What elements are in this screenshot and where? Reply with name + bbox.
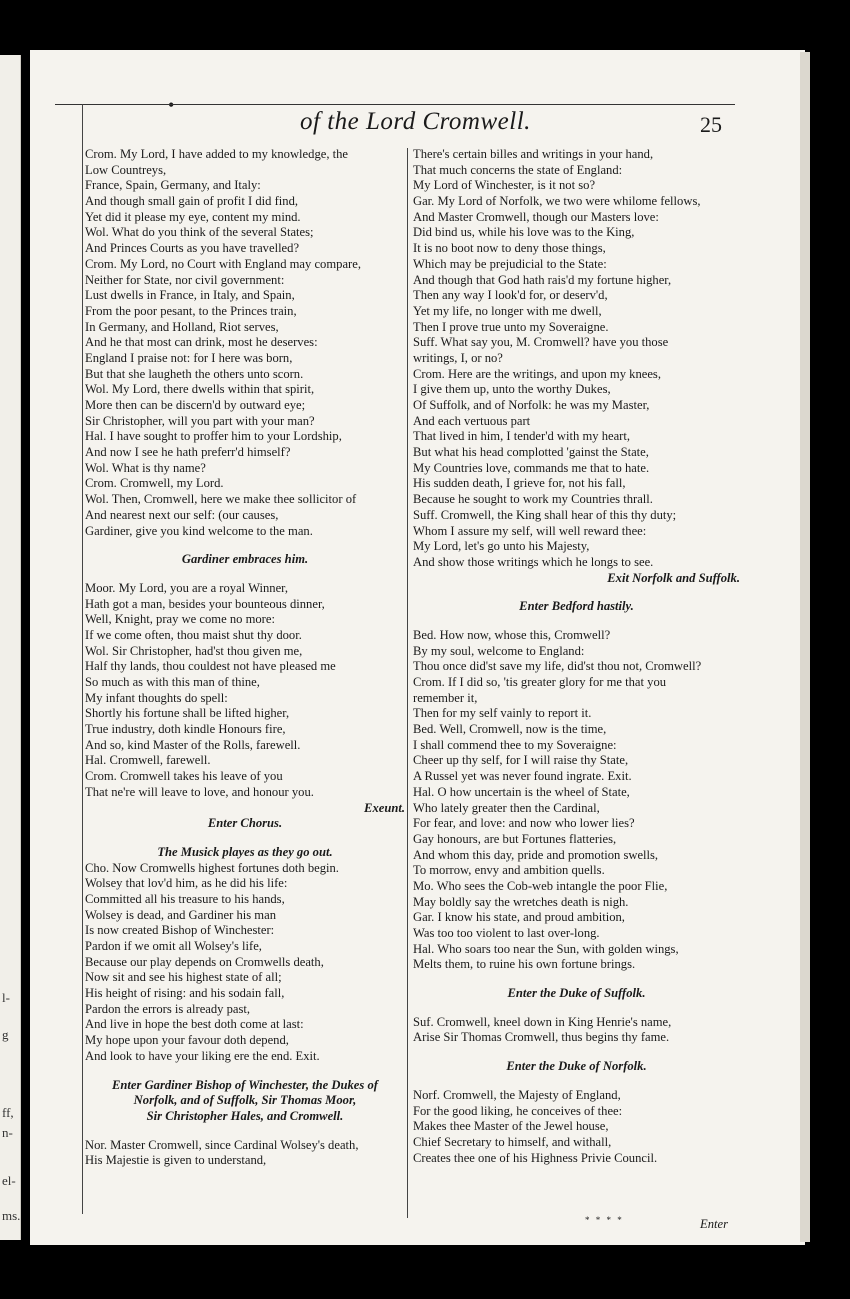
text-line: Wol. Then, Cromwell, here we make thee sollicitor of <box>85 492 357 507</box>
text-line: Did bind us, while his love was to the King, <box>413 225 635 240</box>
text-line: Pardon the errors is already past, <box>85 1001 251 1016</box>
margin-fragment: l- <box>2 990 10 1005</box>
text-line: But that she laugheth the others unto scorn. <box>85 366 304 381</box>
signature-mark: * * * * <box>585 1215 624 1225</box>
text-line: So much as with this man of thine, <box>85 675 260 689</box>
text-line: And Master Cromwell, though our Masters love: <box>413 209 659 224</box>
text-line: There's certain billes and writings in your hand, <box>413 147 654 161</box>
line-gap <box>85 1125 405 1138</box>
text-line: Crom. Cromwell, my Lord. <box>85 476 224 491</box>
text-line: Arise Sir Thomas Cromwell, thus begins thy fame. <box>413 1030 670 1045</box>
left-text-column <box>85 147 405 1169</box>
text-line: Exit Norfolk and Suffolk. <box>607 570 740 585</box>
text-line: From the poor pesant, to the Princes train, <box>85 303 297 318</box>
text-line: Makes thee Master of the Jewel house, <box>413 1119 609 1134</box>
text-line: To morrow, envy and ambition quells. <box>413 863 605 878</box>
text-line: And whom this day, pride and promotion swells, <box>413 847 659 862</box>
text-line: Sir Christopher, will you part with your man? <box>85 413 315 428</box>
line-gap <box>413 1002 740 1015</box>
text-line: Bed. Well, Cromwell, now is the time, <box>413 722 607 737</box>
page-number: 25 <box>700 112 722 137</box>
text-line: May boldly say the wretches death is nigh. <box>413 894 629 909</box>
text-line: Gardiner embraces him. <box>181 552 309 567</box>
text-line: Was too too violent to last over-long. <box>413 926 600 940</box>
text-line: Is now created Bishop of Winchester: <box>85 923 275 938</box>
text-line: It is no boot now to deny those things, <box>413 241 606 256</box>
text-line: Now sit and see his highest state of all; <box>85 970 282 985</box>
text-line: Crom. Here are the writings, and upon my knees, <box>413 366 661 381</box>
left-border-rule <box>82 104 83 1214</box>
text-line: Chief Secretary to himself, and withall, <box>413 1134 612 1149</box>
text-line: If we come often, thou maist shut thy door. <box>85 627 302 642</box>
text-line: Cho. Now Cromwells highest fortunes doth begin. <box>85 860 339 875</box>
margin-fragment: ms. <box>2 1208 21 1223</box>
text-line: Then I prove true unto my Soveraigne. <box>413 319 609 334</box>
text-line: And he that most can drink, most he deserves: <box>85 335 318 350</box>
line-gap <box>413 586 740 599</box>
text-line: Neither for State, nor civil government: <box>85 272 285 287</box>
text-line: Whom I assure my self, will well reward thee: <box>413 523 647 538</box>
text-line: Crom. My Lord, I have added to my knowledge, the <box>85 147 349 161</box>
text-line: And so, kind Master of the Rolls, farewell. <box>85 737 301 752</box>
text-line: Half thy lands, thou couldest not have pleased me <box>85 659 336 674</box>
text-line: That ne're will leave to love, and honour you. <box>85 784 314 799</box>
text-line: And live in hope the best doth come at last: <box>85 1017 304 1032</box>
text-line: Thou once did'st save my life, did'st thou not, Cromwell? <box>413 659 702 674</box>
text-line: Yet did it please my eye, content my mind. <box>85 209 301 224</box>
margin-fragment: ff, <box>2 1105 14 1120</box>
line-gap <box>85 1065 405 1078</box>
text-line: Enter Bedford hastily. <box>519 599 634 614</box>
adjacent-page-edge <box>0 55 21 1240</box>
text-line: Norfolk, and of Suffolk, Sir Thomas Moor, <box>133 1093 357 1108</box>
text-line: France, Spain, Germany, and Italy: <box>85 178 261 193</box>
text-line: Wol. What do you think of the several States; <box>85 225 314 240</box>
text-line: remember it, <box>413 690 478 705</box>
text-line: Yet my life, no longer with me dwell, <box>413 303 602 318</box>
text-line: Gar. My Lord of Norfolk, we two were whilome fellows, <box>413 194 701 209</box>
text-line: Moor. My Lord, you are a royal Winner, <box>85 580 289 595</box>
text-line: Enter Gardiner Bishop of Winchester, the Dukes of <box>112 1077 378 1092</box>
text-line: Cheer up thy self, for I will raise thy State, <box>413 753 629 768</box>
text-line: And though small gain of profit I did find, <box>85 194 299 209</box>
text-line: Wolsey that lov'd him, as he did his life: <box>85 876 288 891</box>
text-line: Low Countreys, <box>85 162 167 177</box>
line-gap <box>413 973 740 986</box>
text-line: Because our play depends on Cromwells death, <box>85 954 324 969</box>
text-line: By my soul, welcome to England: <box>413 643 585 658</box>
text-line: And each vertuous part <box>413 413 531 428</box>
text-line: Lust dwells in France, in Italy, and Spain, <box>85 288 295 303</box>
text-line: Exeunt. <box>364 800 405 815</box>
text-line: Hal. O how uncertain is the wheel of State, <box>413 784 630 799</box>
text-line: Bed. How now, whose this, Cromwell? <box>413 627 611 642</box>
line-gap <box>85 539 405 552</box>
text-line: Wol. Sir Christopher, had'st thou given me, <box>85 643 303 658</box>
line-gap <box>413 615 740 628</box>
text-line: Pardon if we omit all Wolsey's life, <box>85 939 262 953</box>
margin-fragment: n- <box>2 1125 13 1140</box>
margin-fragment: el- <box>2 1173 16 1188</box>
text-line: Nor. Master Cromwell, since Cardinal Wolsey's death, <box>85 1137 359 1152</box>
text-line: writings, I, or no? <box>413 350 503 365</box>
text-line: And show those writings which he longs to see. <box>413 554 654 569</box>
text-line: His height of rising: and his sodain fall, <box>85 986 285 1001</box>
right-text-column <box>413 147 740 1166</box>
ornament-mark: • <box>168 95 175 115</box>
text-line: Which may be prejudicial to the State: <box>413 256 607 271</box>
text-line: England I praise not: for I here was born, <box>85 350 293 365</box>
text-line: Sir Christopher Hales, and Cromwell. <box>146 1108 344 1123</box>
text-line: Crom. If I did so, 'tis greater glory for me that you <box>413 675 667 689</box>
text-line: Crom. My Lord, no Court with England may compare, <box>85 256 361 271</box>
column-divider <box>407 148 408 1218</box>
margin-fragment: g <box>2 1027 9 1042</box>
text-line: Shortly his fortune shall be lifted higher, <box>85 706 290 721</box>
text-line: I give them up, unto the worthy Dukes, <box>413 382 611 397</box>
line-gap <box>413 1046 740 1059</box>
text-line: Gar. I know his state, and proud ambition, <box>413 910 625 925</box>
text-line: Mo. Who sees the Cob-web intangle the poor Flie, <box>413 878 668 893</box>
text-line: Creates thee one of his Highness Privie Council. <box>413 1150 658 1165</box>
text-line: Committed all his treasure to his hands, <box>85 891 285 906</box>
text-line: Wolsey is dead, and Gardiner his man <box>85 907 276 922</box>
text-line: Suff. What say you, M. Cromwell? have you those <box>413 335 669 350</box>
text-line: Enter the Duke of Norfolk. <box>506 1059 647 1074</box>
text-line: That much concerns the state of England: <box>413 162 623 177</box>
text-line: More then can be discern'd by outward eye; <box>85 398 306 412</box>
text-line: Suff. Cromwell, the King shall hear of this thy duty; <box>413 507 677 522</box>
text-line: Hath got a man, besides your bounteous dinner, <box>85 596 325 611</box>
text-line: Then any way I look'd for, or deserv'd, <box>413 288 608 303</box>
text-line: In Germany, and Holland, Riot serves, <box>85 319 279 334</box>
text-line: Enter the Duke of Suffolk. <box>507 986 646 1001</box>
header-rule <box>55 104 735 105</box>
text-line: And though that God hath rais'd my fortune higher, <box>413 272 672 287</box>
line-gap <box>85 568 405 581</box>
text-line: Then for my self vainly to report it. <box>413 706 592 721</box>
text-line: Hal. I have sought to proffer him to your Lordship, <box>85 429 342 444</box>
text-line: For the good liking, he conceives of thee: <box>413 1103 623 1118</box>
text-line: My Countries love, commands me that to hate. <box>413 460 650 475</box>
text-line: Gardiner, give you kind welcome to the man. <box>85 523 313 538</box>
text-line: His Majestie is given to understand, <box>85 1153 267 1168</box>
line-gap <box>85 832 405 845</box>
text-line: Because he sought to work my Countries thrall. <box>413 492 653 507</box>
text-line: Crom. Cromwell takes his leave of you <box>85 769 283 784</box>
text-line: True industry, doth kindle Honours fire, <box>85 722 286 737</box>
text-line: His sudden death, I grieve for, not his fall, <box>413 476 626 491</box>
text-line: Gay honours, are but Fortunes flatteries, <box>413 831 617 846</box>
text-line: My hope upon your favour doth depend, <box>85 1033 289 1048</box>
text-line: And now I see he hath preferr'd himself? <box>85 445 291 460</box>
text-line: Norf. Cromwell, the Majesty of England, <box>413 1087 621 1102</box>
text-line: Of Suffolk, and of Norfolk: he was my Master, <box>413 398 650 412</box>
text-line: I shall commend thee to my Soveraigne: <box>413 737 617 752</box>
page-edge-shadow <box>800 52 810 1242</box>
text-line: Wol. My Lord, there dwells within that spirit, <box>85 382 315 397</box>
line-gap <box>413 1075 740 1088</box>
text-line: Who lately greater then the Cardinal, <box>413 800 600 815</box>
text-line: The Musick playes as they go out. <box>157 844 333 859</box>
text-line: Suf. Cromwell, kneel down in King Henrie's name, <box>413 1014 672 1029</box>
text-line: And nearest next our self: (our causes, <box>85 507 279 522</box>
running-title: of the Lord Cromwell. <box>300 108 531 135</box>
catchword: Enter <box>700 1217 728 1231</box>
text-line: Hal. Cromwell, farewell. <box>85 753 211 768</box>
text-line: That lived in him, I tender'd with my heart, <box>413 429 631 444</box>
text-line: Well, Knight, pray we come no more: <box>85 612 275 627</box>
text-line: Hal. Who soars too near the Sun, with golden wings, <box>413 941 679 956</box>
text-line: For fear, and love: and now who lower lies? <box>413 816 635 831</box>
text-line: A Russel yet was never found ingrate. Exit. <box>413 769 632 784</box>
text-line: Melts them, to ruine his own fortune brings. <box>413 957 636 972</box>
text-line: My Lord, let's go unto his Majesty, <box>413 539 590 554</box>
text-line: But what his head complotted 'gainst the State, <box>413 445 649 460</box>
text-line: My infant thoughts do spell: <box>85 690 228 705</box>
text-line: My Lord of Winchester, is it not so? <box>413 178 596 193</box>
text-line: And look to have your liking ere the end. Exit. <box>85 1048 320 1063</box>
text-line: Wol. What is thy name? <box>85 460 206 475</box>
text-line: Enter Chorus. <box>207 816 283 831</box>
text-line: And Princes Courts as you have travelled? <box>85 241 300 256</box>
